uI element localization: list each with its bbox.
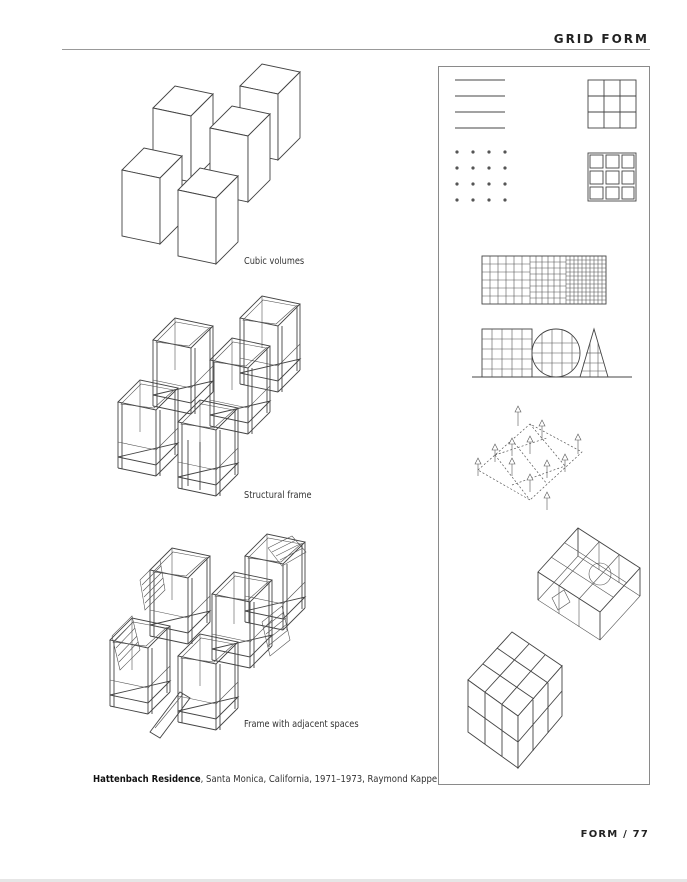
spatial-frame-diagram xyxy=(538,528,640,640)
page-number: FORM / 77 xyxy=(580,829,649,840)
caption-cubic-volumes: Cubic volumes xyxy=(244,256,305,267)
parallel-lines-diagram xyxy=(455,80,505,128)
caption-frame-adjacent-spaces: Frame with adjacent spaces xyxy=(244,719,359,730)
caption-project-name: Hattenbach Residence xyxy=(93,774,201,785)
square-grid-diagram xyxy=(588,80,636,128)
dashed-axis-grid-diagram xyxy=(475,406,582,510)
grid-with-shapes-diagram xyxy=(472,329,632,377)
page-header-title: GRID FORM xyxy=(553,32,649,46)
square-cells-diagram xyxy=(588,153,636,201)
graduated-grid-diagram xyxy=(482,256,606,304)
caption-structural-frame: Structural frame xyxy=(244,490,312,501)
caption-project-details: , Santa Monica, California, 1971–1973, Raymond Kappe xyxy=(200,774,438,785)
cube-grid-diagram xyxy=(468,632,562,768)
dot-grid-diagram xyxy=(455,150,506,201)
